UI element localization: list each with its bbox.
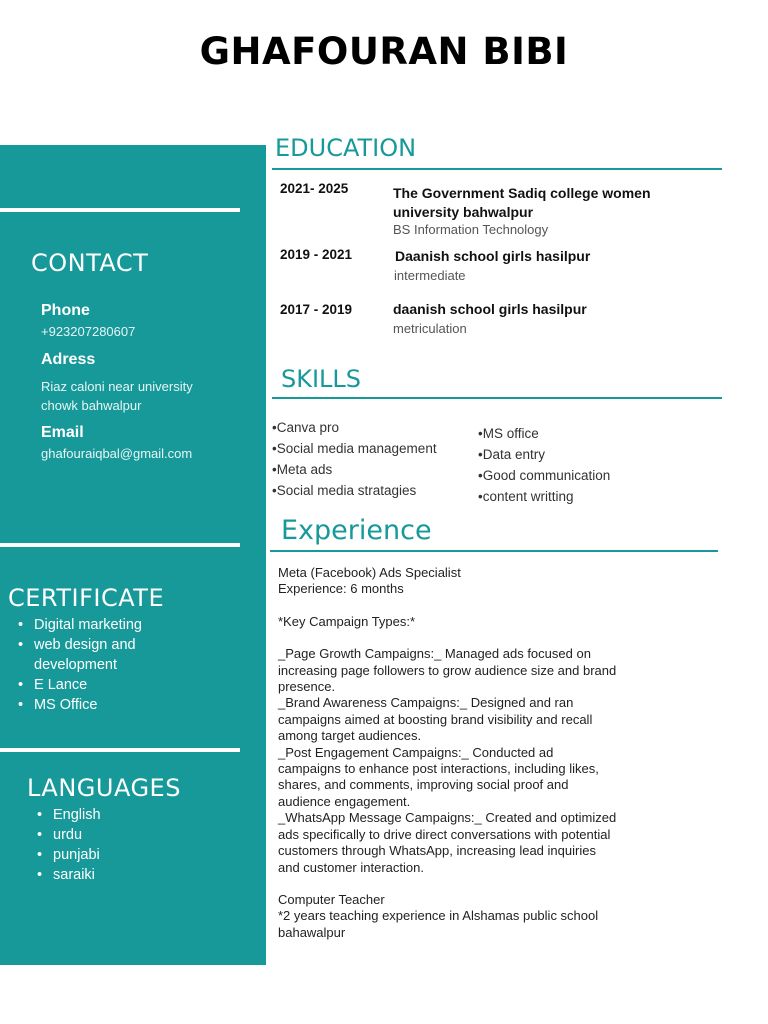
skills-rule — [272, 397, 722, 399]
skills-heading: SKILLS — [281, 365, 362, 393]
education-rule — [272, 168, 722, 170]
skill-item: •Social media stratagies — [272, 483, 417, 498]
list-item: • English — [35, 805, 155, 825]
education-years: 2019 - 2021 — [280, 247, 353, 262]
contact-heading: CONTACT — [31, 249, 149, 277]
skill-item: •Good communication — [478, 468, 611, 483]
experience-heading: Experience — [281, 515, 432, 546]
list-item: • web design and development — [16, 635, 186, 675]
skill-item: •Social media management — [272, 441, 437, 456]
skill-item: •content writting — [478, 489, 574, 504]
experience-paragraph: _Page Growth Campaigns:_ Managed ads focused on increasing page followers to grow audience size and brand presence. — [278, 646, 617, 695]
address-label: Adress — [41, 351, 96, 368]
experience-paragraph: *2 years teaching experience in Alshamas public school bahawalpur — [278, 908, 599, 940]
experience-body — [278, 565, 618, 941]
skill-item: •MS office — [478, 426, 539, 441]
experience-role: Meta (Facebook) Ads Specialist — [278, 565, 461, 580]
education-school: daanish school girls hasilpur — [393, 301, 587, 317]
education-years: 2017 - 2019 — [280, 302, 353, 317]
experience-role: Computer Teacher — [278, 891, 385, 907]
experience-paragraph: _Brand Awareness Campaigns:_ Designed and ran campaigns aimed at boosting brand visibility and recall among target audiences. — [278, 695, 593, 744]
languages-heading: LANGUAGES — [27, 774, 181, 802]
education-years: 2021- 2025 — [280, 181, 349, 196]
experience-paragraph: _Post Engagement Campaigns:_ Conducted ad campaigns to enhance post interactions, including likes, shares, and comments, improving social proof and audience engagement. — [278, 744, 599, 809]
phone-value: +923207280607 — [41, 324, 136, 339]
list-item: • Digital marketing — [16, 615, 186, 635]
list-item: • punjabi — [35, 845, 155, 865]
experience-rule — [270, 550, 718, 552]
sidebar-divider — [0, 748, 240, 752]
sidebar-divider — [0, 208, 240, 212]
skill-item: •Data entry — [478, 447, 546, 462]
education-degree: intermediate — [394, 268, 466, 283]
list-item: • MS Office — [16, 695, 186, 715]
address-line2: chowk bahwalpur — [41, 398, 142, 413]
phone-label: Phone — [41, 302, 90, 319]
skill-item: •Canva pro — [272, 420, 340, 435]
experience-paragraph: _WhatsApp Message Campaigns:_ Created and optimized ads specifically to drive direct conversations with potential customers through WhatsApp, increasing lead inquiries and customer interaction. — [278, 810, 617, 875]
email-label: Email — [41, 424, 84, 441]
education-degree: BS Information Technology — [393, 222, 549, 237]
certificate-heading: CERTIFICATE — [8, 584, 165, 612]
education-school: Daanish school girls hasilpur — [395, 248, 591, 264]
email-value: ghafouraiqbal@gmail.com — [41, 446, 193, 461]
skill-item: •Meta ads — [272, 462, 333, 477]
resume-name: GHAFOURAN BIBI — [199, 30, 569, 73]
education-heading: EDUCATION — [275, 134, 417, 162]
sidebar — [0, 145, 266, 965]
list-item: • saraiki — [35, 865, 155, 885]
experience-subheading: *Key Campaign Types:* — [278, 613, 416, 629]
list-item: • E Lance — [16, 675, 186, 695]
sidebar-divider — [0, 543, 240, 547]
education-degree: metriculation — [393, 321, 467, 336]
education-school: The Government Sadiq college women university bahwalpur — [393, 185, 651, 220]
experience-duration: Experience: 6 months — [278, 581, 404, 597]
certificate-list — [16, 615, 186, 715]
languages-list — [35, 805, 155, 885]
address-line1: Riaz caloni near university — [41, 379, 193, 394]
list-item: • urdu — [35, 825, 155, 845]
